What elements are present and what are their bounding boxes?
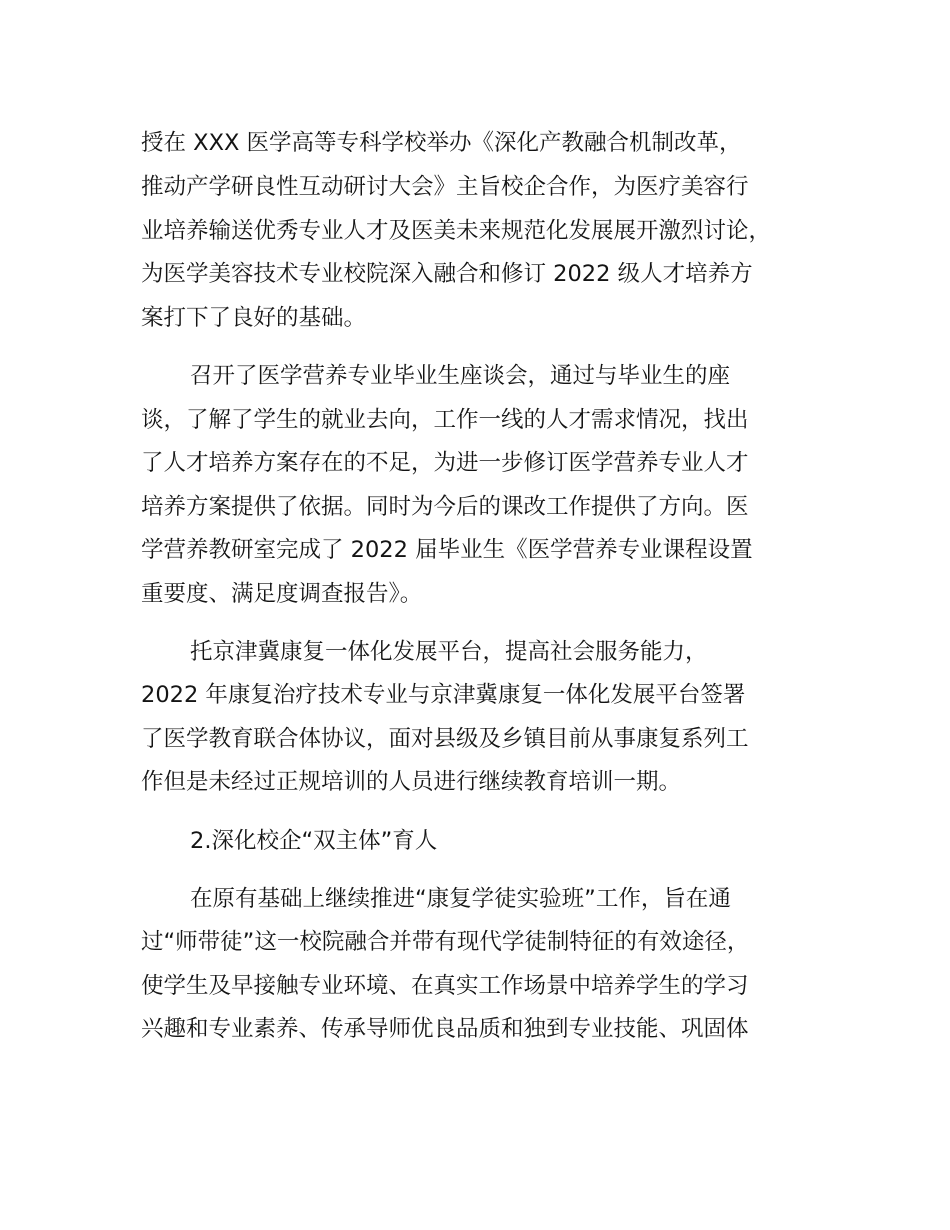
paragraph-1-line-4: 为医学美容技术专业校院深入融合和修订 2022 级人才培养方 xyxy=(141,261,753,287)
paragraph-3-line-2: 2022 年康复治疗技术专业与京津冀康复一体化发展平台签署 xyxy=(141,682,746,708)
paragraph-1-line-1: 授在 XXX 医学高等专科学校举办《深化产教融合机制改革， xyxy=(141,130,742,156)
paragraph-1-line-5: 案打下了良好的基础。 xyxy=(141,305,367,331)
section-heading: 2.深化校企“双主体”育人 xyxy=(190,828,438,854)
paragraph-2-line-5: 学营养教研室完成了 2022 届毕业生《医学营养专业课程设置 xyxy=(141,537,753,563)
paragraph-2-line-6: 重要度、满足度调查报告》。 xyxy=(141,581,423,607)
paragraph-2-line-1: 召开了医学营养专业毕业生座谈会，通过与毕业生的座 xyxy=(190,363,731,389)
paragraph-2-line-4: 培养方案提供了依据。同时为今后的课改工作提供了方向。医 xyxy=(141,494,749,520)
paragraph-1-line-2: 推动产学研良性互动研讨大会》主旨校企合作，为医疗美容行 xyxy=(141,174,749,200)
paragraph-2-line-3: 了人才培养方案存在的不足，为进一步修订医学营养专业人才 xyxy=(141,450,749,476)
paragraph-3-line-1: 托京津冀康复一体化发展平台，提高社会服务能力， xyxy=(190,639,708,665)
paragraph-5-line-1: 在原有基础上继续推进“康复学徒实验班”工作，旨在通 xyxy=(190,886,731,912)
paragraph-5-line-2: 过“师带徒”这一校院融合并带有现代学徒制特征的有效途径， xyxy=(141,929,750,955)
paragraph-2-line-2: 谈，了解了学生的就业去向，工作一线的人才需求情况，找出 xyxy=(141,407,749,433)
paragraph-5-line-4: 兴趣和专业素养、传承导师优良品质和独到专业技能、巩固体 xyxy=(141,1016,749,1042)
paragraph-5-line-3: 使学生及早接触专业环境、在真实工作场景中培养学生的学习 xyxy=(141,973,749,999)
paragraph-1-line-3: 业培养输送优秀专业人才及医美未来规范化发展展开激烈讨论， xyxy=(141,218,772,244)
paragraph-3-line-4: 作但是未经过正规培训的人员进行继续教育培训一期。 xyxy=(141,769,682,795)
paragraph-3-line-3: 了医学教育联合体协议，面对县级及乡镇目前从事康复系列工 xyxy=(141,726,749,752)
